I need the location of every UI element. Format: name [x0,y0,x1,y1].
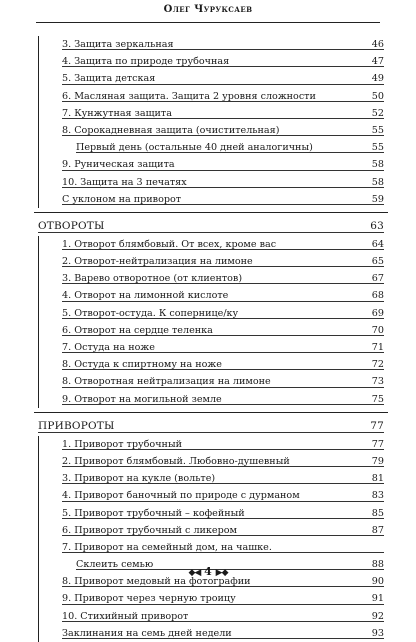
toc-entry-label: 5. Отворот-остуда. К сопернице/ку [62,307,239,319]
leader-rule [62,387,384,388]
leader-rule [62,318,384,319]
table-of-contents [38,36,384,642]
leader-rule [62,135,384,136]
toc-page-number: 70 [371,324,384,336]
leader-rule [62,535,384,536]
section-divider [34,212,388,213]
toc-entry [38,174,384,191]
toc-entry-label: 10. Стихийный приворот [62,610,189,622]
toc-entry [38,287,384,304]
leader-rule [38,232,384,233]
toc-entry [38,88,384,105]
toc-page-number: 91 [371,593,384,605]
leader-rule [62,638,384,639]
toc-page-number: 71 [371,342,384,353]
toc-entry-label: 7. Остуда на ноже [62,342,155,353]
leader-rule [76,152,384,153]
leader-rule [62,301,384,302]
toc-entry-label: 4. Приворот баночный по природе с дурманом [62,490,300,502]
toc-entry [38,339,384,356]
toc-page-number: 50 [371,90,384,102]
toc-entry-label: 9. Приворот через черную троицу [62,593,236,605]
toc-entry-label: Заклинания на семь дней недели [62,627,232,639]
section-title: ОТВОРОТЫ [38,219,105,232]
leader-rule [62,404,384,405]
toc-entry-label: 8. Остуда к спиртному на ноже [62,359,222,371]
toc-entry [38,305,384,322]
toc-page-number: 49 [371,73,384,85]
leader-rule [62,101,384,102]
toc-entry [38,470,384,487]
leader-rule [62,449,384,450]
footer-ornament-left: ◆◀ [188,568,201,578]
leader-rule [62,466,384,467]
toc-page-number: 58 [371,159,384,171]
toc-entry [38,139,384,156]
toc-entry [38,391,384,408]
toc-entry [38,373,384,390]
leader-rule [62,483,384,484]
toc-entry-label: 5. Защита детская [62,73,156,85]
toc-entry [38,539,384,556]
leader-rule [62,501,384,502]
toc-entry-label: 8. Приворот медовый на фотографии [62,576,251,588]
section-divider [34,412,388,413]
toc-entry-label: 2. Отворот-нейтрализация на лимоне [62,256,253,268]
toc-entry-label: 6. Приворот трубочный с ликером [62,524,237,536]
section-title: ПРИВОРОТЫ [38,419,115,432]
toc-entry-label: 7. Приворот на семейный дом, на чашке. [62,541,272,553]
toc-page-number: 68 [371,290,384,302]
toc-entry [38,356,384,373]
leader-rule [62,604,384,605]
toc-page-number: 72 [371,359,384,371]
footer-ornament-right: ▶◆ [215,568,228,578]
leader-rule [62,518,384,519]
left-rule [38,436,39,642]
toc-entry [38,122,384,139]
toc-entry [38,522,384,539]
page-footer [0,565,416,578]
leader-rule [62,352,384,353]
toc-page-number: 77 [371,438,384,450]
leader-rule [62,586,384,587]
toc-entry [38,453,384,470]
toc-entry-label: 8. Отворотная нейтрализация на лимоне [62,376,271,388]
toc-entry [38,608,384,625]
leader-rule [62,49,384,50]
toc-entry [38,191,384,208]
toc-page-number: 93 [371,627,384,639]
leader-rule [62,249,384,250]
toc-page-number: 55 [371,142,384,154]
toc-entry [38,105,384,122]
toc-page-number: 81 [371,473,384,485]
toc-entry [38,253,384,270]
toc-entry-label: 4. Защита по природе трубочная [62,56,230,68]
page-number: 4 [204,565,212,578]
toc-group [38,36,384,208]
toc-page-number: 46 [371,39,384,50]
toc-entry [38,70,384,87]
toc-entry-label: 1. Отворот блямбовый. От всех, кроме вас [62,238,277,250]
toc-entry-label: 3. Варево отворотное (от клиентов) [62,273,243,285]
toc-page-number: 75 [371,393,384,405]
toc-entry-label: 9. Руническая защита [62,159,175,171]
toc-page-number: 90 [371,576,384,588]
toc-entry-label: 8. Сорокадневная защита (очистительная) [62,124,280,136]
toc-entry-label: 3. Приворот на кукле (вольте) [62,473,216,485]
toc-page-number: 79 [371,455,384,467]
leader-rule [62,552,384,553]
section-heading [38,417,384,436]
leader-rule [62,335,384,336]
toc-entry-label: 6. Отворот на сердце теленка [62,324,213,336]
left-rule [38,236,39,408]
toc-entry-label: С уклоном на приворот [62,193,182,205]
toc-entry [38,270,384,287]
leader-rule [62,204,384,205]
leader-rule [62,84,384,85]
toc-page-number: 85 [371,507,384,519]
toc-entry-label: 6. Масляная защита. Защита 2 уровня сложности [62,90,316,102]
toc-page-number: 65 [371,256,384,268]
leader-rule [62,170,384,171]
toc-entry [38,625,384,642]
section-heading [38,217,384,236]
header-rule [36,22,380,23]
toc-page-number: 92 [371,610,384,622]
toc-entry-label: Склеить семью [76,559,154,571]
toc-entry-label: 9. Отворот на могильной земле [62,393,222,405]
running-header: Олег Чуруксаев [163,4,253,15]
toc-entry-label: 7. Кунжутная защита [62,107,172,119]
toc-entry [38,53,384,70]
leader-rule [62,187,384,188]
toc-entry-label: Первый день (остальные 40 дней аналогичны) [76,142,313,154]
toc-entry [38,436,384,453]
toc-entry-label: 4. Отворот на лимонной кислоте [62,290,229,302]
toc-page-number: 55 [371,124,384,136]
toc-page-number: 69 [371,307,384,319]
toc-entry-label: 3. Защита зеркальная [62,39,174,50]
leader-rule [62,266,384,267]
toc-entry [38,156,384,173]
toc-entry [38,487,384,504]
section-entries [38,436,384,642]
toc-entry-label: 5. Приворот трубочный – кофейный [62,507,245,519]
leader-rule [62,369,384,370]
toc-page-number: 88 [371,559,384,571]
toc-page-number: 87 [371,524,384,536]
toc-entry [38,36,384,53]
toc-page-number: 73 [371,376,384,388]
toc-entry-label: 1. Приворот трубочный [62,438,182,450]
toc-page-number: 83 [371,490,384,502]
toc-page-number: 67 [371,273,384,285]
toc-entry [38,505,384,522]
toc-page-number: 59 [371,193,384,205]
toc-page-number: 58 [371,176,384,188]
toc-page-number: 63 [370,219,384,232]
toc-page-number: 77 [370,419,384,432]
left-rule [38,36,39,208]
section-entries [38,236,384,408]
leader-rule [62,283,384,284]
leader-rule [62,621,384,622]
leader-rule [62,66,384,67]
toc-entry-label: 10. Защита на 3 печатях [62,176,187,188]
toc-entry [38,322,384,339]
toc-entry [38,590,384,607]
toc-entry [38,236,384,253]
toc-entry-label: 2. Приворот блямбовый. Любовно-душевный [62,455,290,467]
toc-page-number: 52 [371,107,384,119]
toc-page-number: 64 [371,238,384,250]
leader-rule [62,118,384,119]
toc-page-number: 47 [371,56,384,68]
leader-rule [38,432,384,433]
